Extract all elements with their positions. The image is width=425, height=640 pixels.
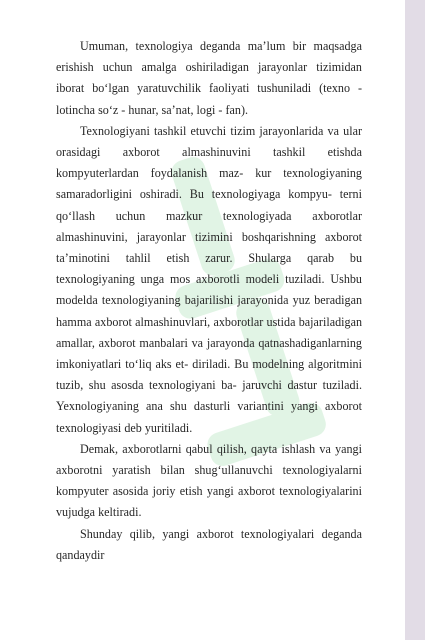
page-edge (405, 0, 425, 640)
body-text (56, 36, 362, 566)
paragraph-computer-use: Texnologiyani tashkil etuvchi tizim jarayonlarida va ular orasidagi axborot almashinuvini tashkil etishda kompyuterlardan foydalanish maz- kur texnologiyaning samaradorligini oshiradi. Bu texnologiyaga kompyu- terni qo‘llash uchun mazkur texnologiyada axborotlar almashinuvini, jarayonlar tizimini boshqarishning axborot ta’minotini tahlil etish zarur. Shularga qarab bu texnologiyaning unga mos axborotli modeli tuziladi. Ushbu modelda texnologiyaning bajarilishi jarayonida yuz beradigan hamma axborot almashinuvlari, axborotlar ustida bajariladigan amallar, axborot manbalari va jarayonda qatnashadiganlarning imkoniyatlari to‘liq aks et- diriladi. Bu modelning algoritmini tuzib, shu asosda texnologiyani ba- jaruvchi dastur tuziladi. Yexnologiyaning ana shu dasturli variantini yangi axborot texnologiyasi deb yuritiladi. (56, 123, 362, 435)
paragraph-technology-definition: Umuman, texnologiya deganda ma’lum bir maqsadga erishish uchun amalga oshiriladigan jarayonlar tizimidan iborat bo‘lgan yaratuvchilik faoliyati tushuniladi (texno - lotincha so‘z - hunar, sa’nat, logi - fan). (56, 39, 362, 117)
paragraph-partial-next: Shunday qilib, yangi axborot texnologiyalari deganda qandaydir (56, 526, 362, 562)
paragraph-conclusion: Demak, axborotlarni qabul qilish, qayta ishlash va yangi axborotni yaratish bilan shug‘ullanuvchi texnologiyalarni kompyuter asosida joriy etish yangi axborot texnologiyalarini vujudga keltiradi. (56, 441, 362, 520)
